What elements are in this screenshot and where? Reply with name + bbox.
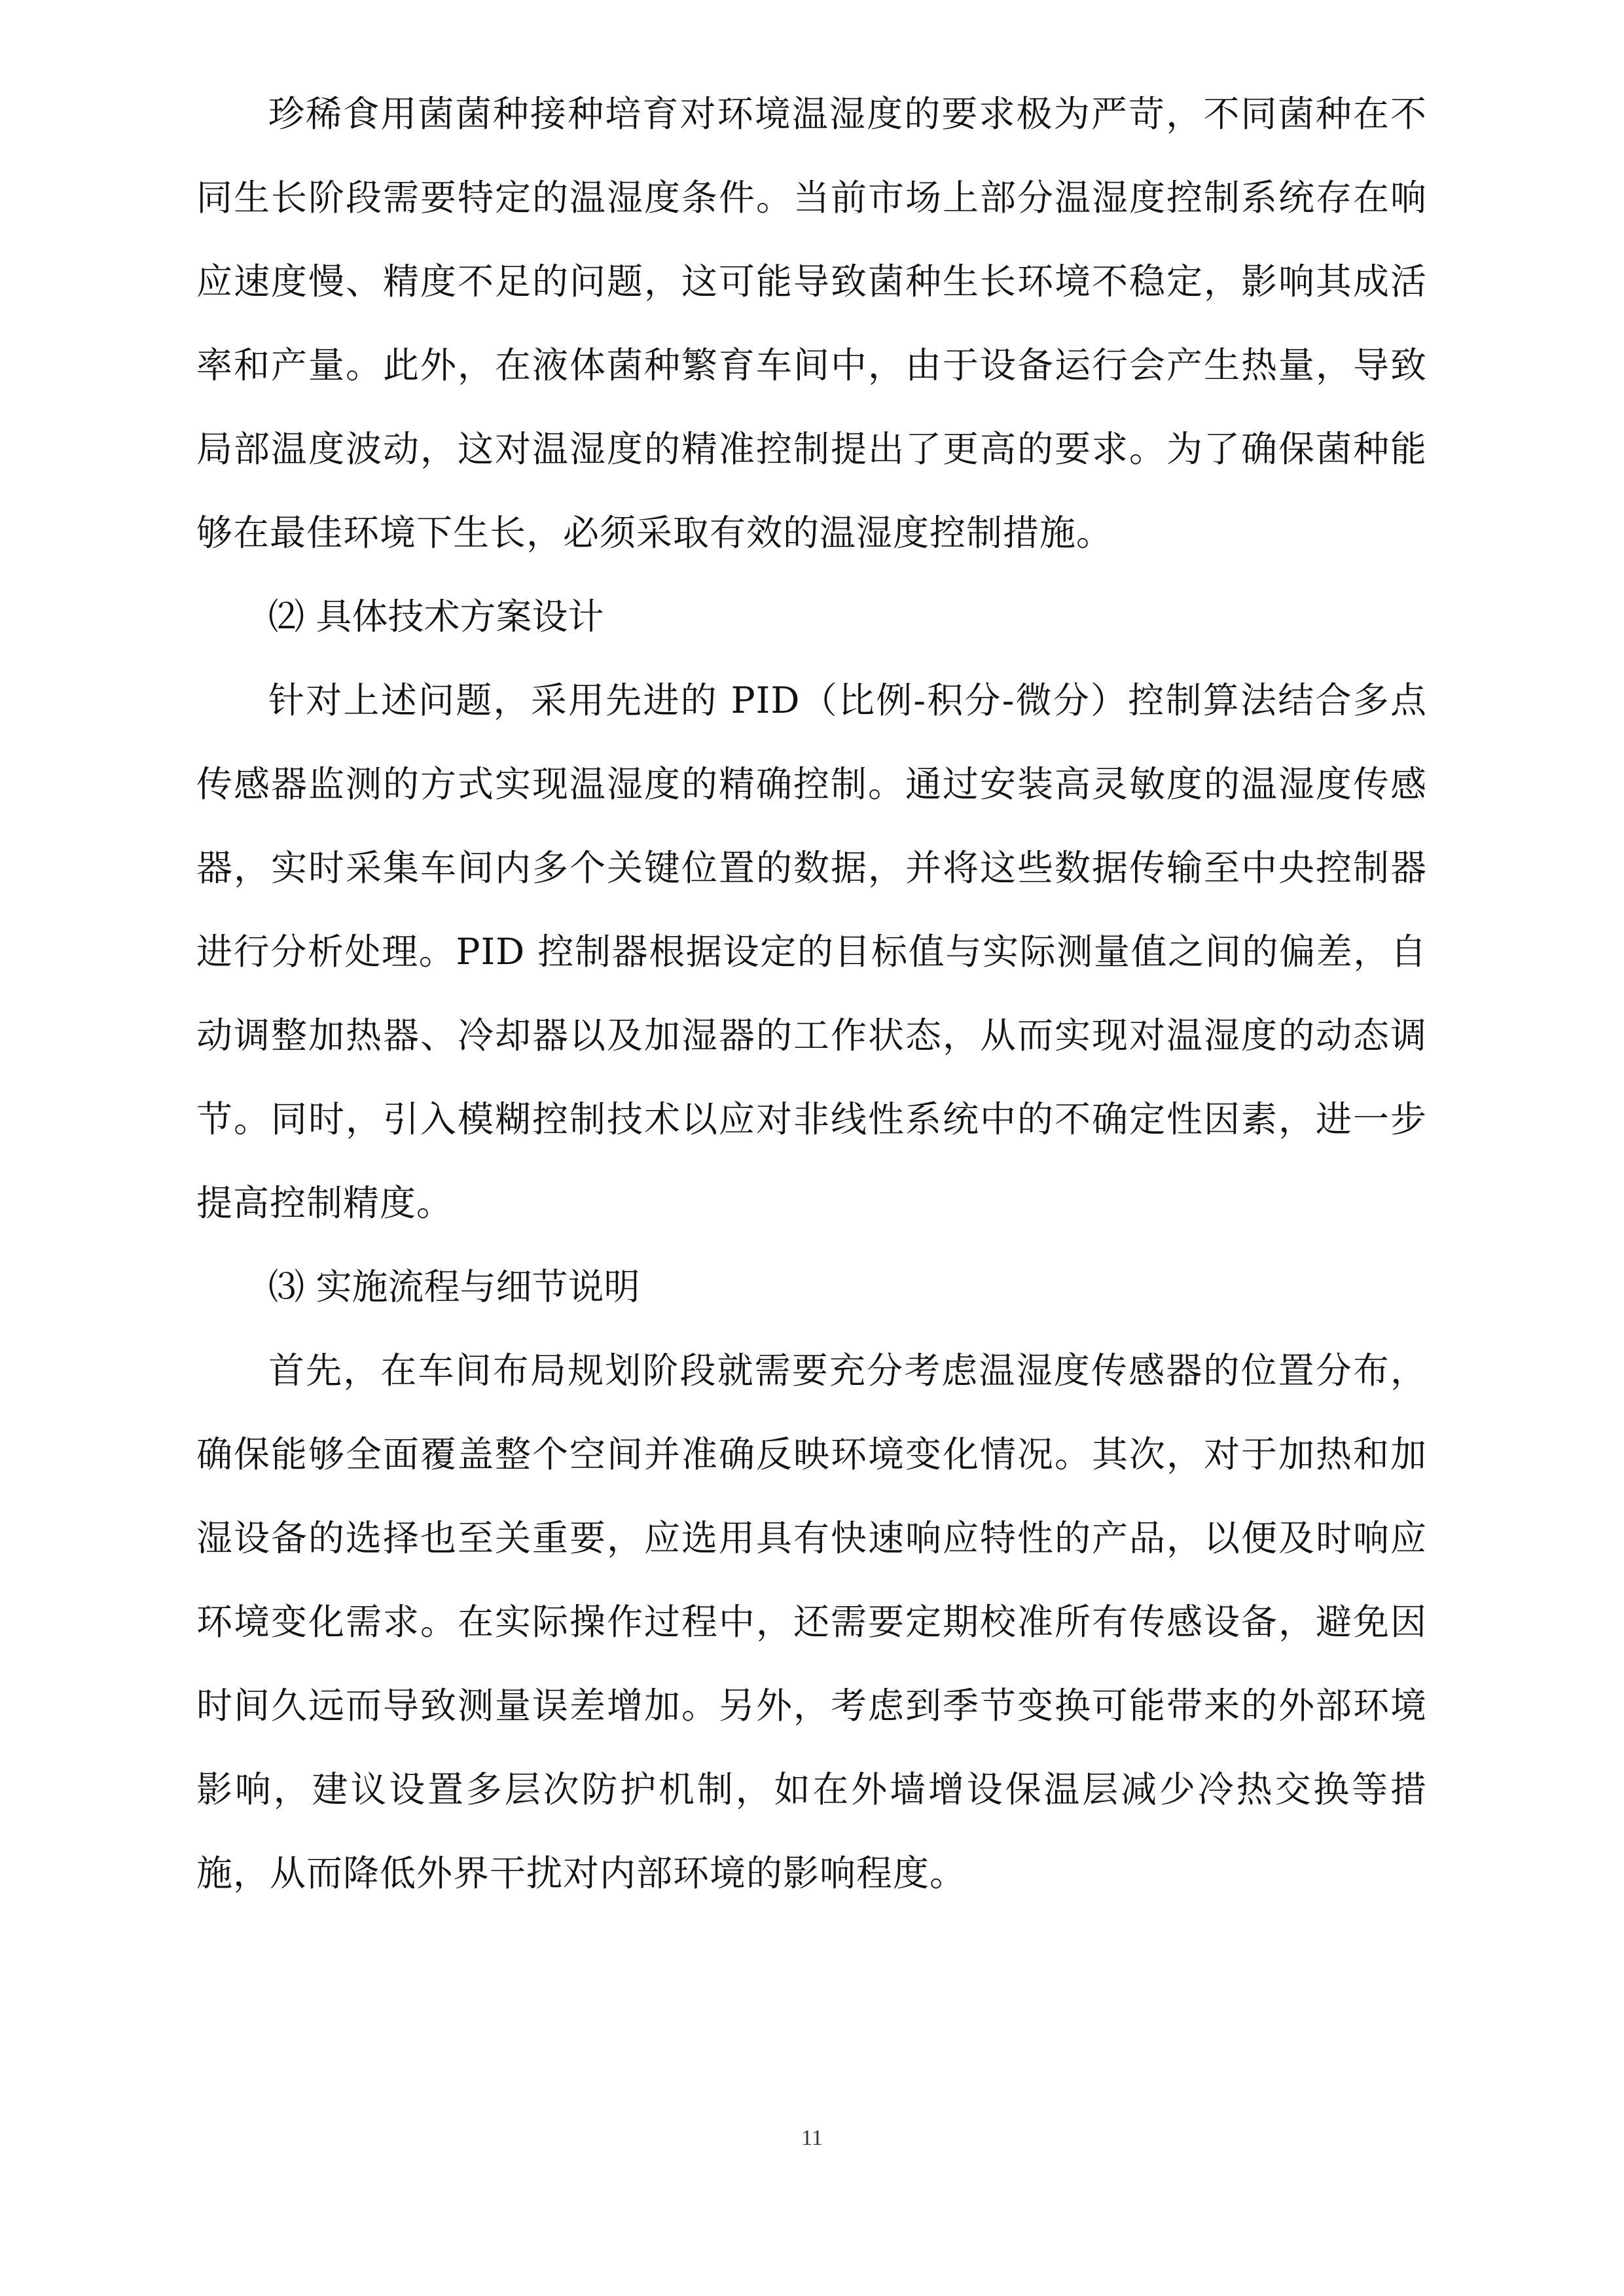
heading-technical-design: ⑵ 具体技术方案设计 <box>268 596 604 637</box>
paragraph-technical-design: 针对上述问题，采用先进的 PID（比例-积分-微分）控制算法结合多点传感器监测的方式实现温湿度的精确控制。通过安装高灵敏度的温湿度传感器，实时采集车间内多个关键位置的数据，并将这些数据传输至中央控制器进行分析处理。PID 控制器根据设定的目标值与实际测量值之间的偏差，自动调整加热器、冷却器以及加湿器的工作状态，从而实现对温湿度的动态调节。同时，引入模糊控制技术以应对非线性系统中的不确定性因素，进一步提高控制精度。 <box>196 679 1427 1224</box>
paragraph-implementation: 首先，在车间布局规划阶段就需要充分考虑温湿度传感器的位置分布，确保能够全面覆盖整个空间并准确反映环境变化情况。其次，对于加热和加湿设备的选择也至关重要，应选用具有快速响应特性的产品，以便及时响应环境变化需求。在实际操作过程中，还需要定期校准所有传感设备，避免因时间久远而导致测量误差增加。另外，考虑到季节变换可能带来的外部环境影响，建议设置多层次防护机制，如在外墙增设保温层减少冷热交换等措施，从而降低外界干扰对内部环境的影响程度。 <box>196 1350 1427 1894</box>
page-number: 11 <box>801 2126 823 2150</box>
document-body <box>196 72 1427 1915</box>
heading-implementation: ⑶ 实施流程与细节说明 <box>268 1266 640 1308</box>
paragraph-background: 珍稀食用菌菌种接种培育对环境温湿度的要求极为严苛，不同菌种在不同生长阶段需要特定的温湿度条件。当前市场上部分温湿度控制系统存在响应速度慢、精度不足的问题，这可能导致菌种生长环境不稳定，影响其成活率和产量。此外，在液体菌种繁育车间中，由于设备运行会产生热量，导致局部温度波动，这对温湿度的精准控制提出了更高的要求。为了确保菌种能够在最佳环境下生长，必须采取有效的温湿度控制措施。 <box>196 93 1427 554</box>
